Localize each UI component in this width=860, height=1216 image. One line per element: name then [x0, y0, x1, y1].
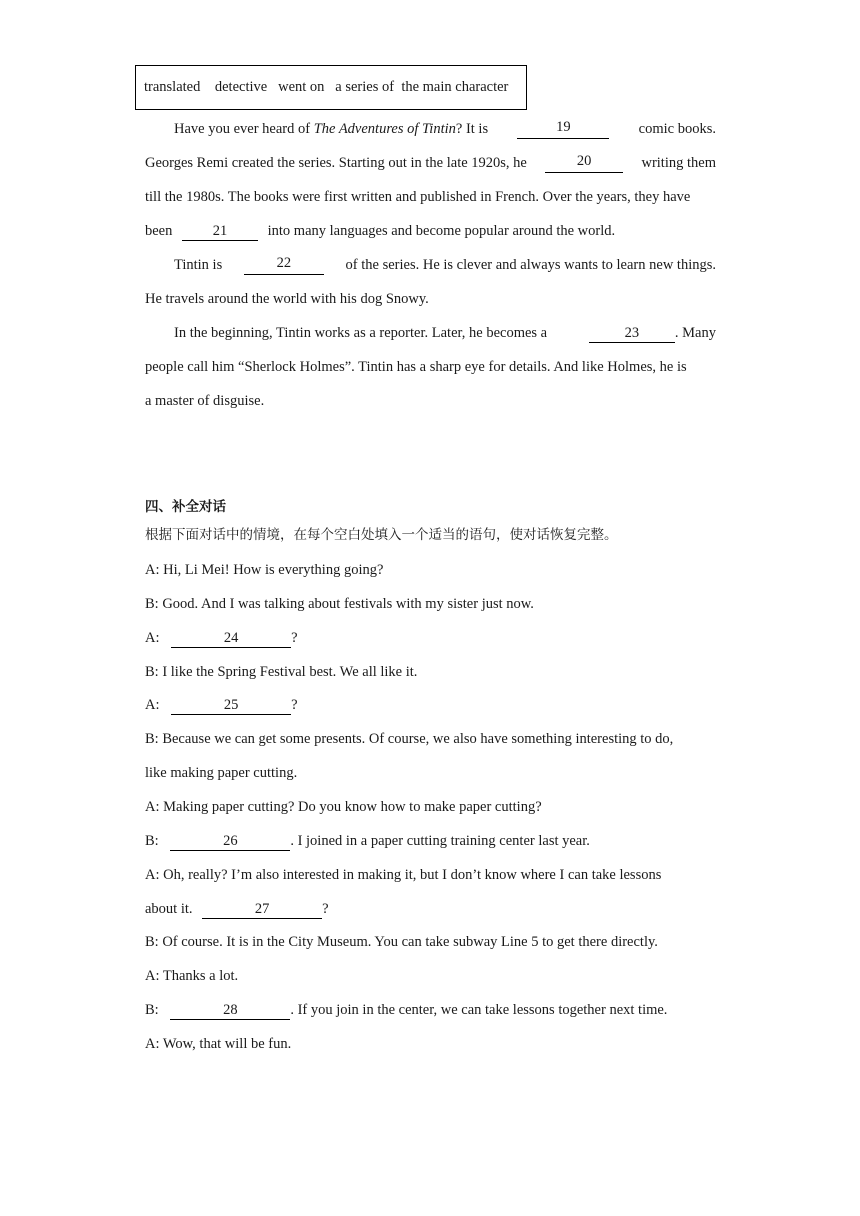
dialogue-line: B: 28 . If you join in the center, we can take lessons together next time.	[145, 1002, 668, 1018]
blank-19[interactable]: 19	[517, 119, 609, 139]
word-bank-item: went on	[278, 79, 325, 95]
passage-line-1: Have you ever heard of The Adventures of Tintin? It is 19 comic books.	[174, 119, 716, 137]
dialogue-line: A: Hi, Li Mei! How is everything going?	[145, 562, 384, 578]
dialogue-line: A: Oh, really? I’m also interested in making it, but I don’t know where I can take lessons	[145, 867, 662, 883]
section-heading: 四、补全对话	[145, 499, 226, 515]
section-instruction: 根据下面对话中的情境，在每个空白处填入一个适当的语句，使对话恢复完整。	[145, 527, 618, 543]
word-bank-item: translated	[144, 79, 201, 95]
word-bank-box	[135, 65, 527, 110]
passage-line-3: till the 1980s. The books were first written and published in French. Over the years, they have	[145, 189, 691, 205]
passage-line-4: been 21 into many languages and become popular around the world.	[145, 223, 616, 239]
word-bank-item: the main character	[401, 79, 509, 95]
dialogue-line: B: Because we can get some presents. Of course, we also have something interesting to do,	[145, 731, 674, 747]
blank-25[interactable]: 25	[171, 697, 291, 715]
blank-27[interactable]: 27	[202, 901, 322, 919]
passage-line-7: In the beginning, Tintin works as a reporter. Later, he becomes a 23 . Many	[174, 325, 716, 341]
blank-22[interactable]: 22	[244, 255, 324, 275]
dialogue-line: B: 26 . I joined in a paper cutting training center last year.	[145, 833, 590, 849]
dialogue-line: A: 25 ?	[145, 697, 298, 713]
passage-line-5: Tintin is 22 of the series. He is clever and always wants to learn new things.	[174, 255, 716, 273]
passage-line-2: Georges Remi created the series. Starting out in the late 1920s, he 20 writing them	[145, 153, 716, 171]
passage-line-6: He travels around the world with his dog Snowy.	[145, 291, 429, 307]
dialogue-line: B: I like the Spring Festival best. We all like it.	[145, 664, 418, 680]
dialogue-line: like making paper cutting.	[145, 765, 298, 781]
passage-line-8: people call him “Sherlock Holmes”. Tintin has a sharp eye for details. And like Holmes, he is	[145, 359, 687, 375]
dialogue-line: A: Making paper cutting? Do you know how to make paper cutting?	[145, 799, 542, 815]
blank-24[interactable]: 24	[171, 630, 291, 648]
blank-21[interactable]: 21	[182, 223, 258, 241]
word-bank-item: a series of	[335, 79, 395, 95]
passage-line-9: a master of disguise.	[145, 393, 265, 409]
dialogue-line: A: Wow, that will be fun.	[145, 1036, 292, 1052]
book-title: The Adventures of Tintin	[313, 121, 456, 137]
dialogue-line: B: Of course. It is in the City Museum. You can take subway Line 5 to get there directly.	[145, 934, 658, 950]
word-bank-item: detective	[214, 79, 268, 95]
blank-28[interactable]: 28	[170, 1002, 290, 1020]
dialogue-line: A: Thanks a lot.	[145, 968, 239, 984]
blank-20[interactable]: 20	[545, 153, 623, 173]
blank-23[interactable]: 23	[589, 325, 675, 343]
blank-26[interactable]: 26	[170, 833, 290, 851]
dialogue-line: about it. 27 ?	[145, 901, 329, 917]
dialogue-line: B: Good. And I was talking about festivals with my sister just now.	[145, 596, 534, 612]
dialogue-line: A: 24 ?	[145, 630, 298, 646]
